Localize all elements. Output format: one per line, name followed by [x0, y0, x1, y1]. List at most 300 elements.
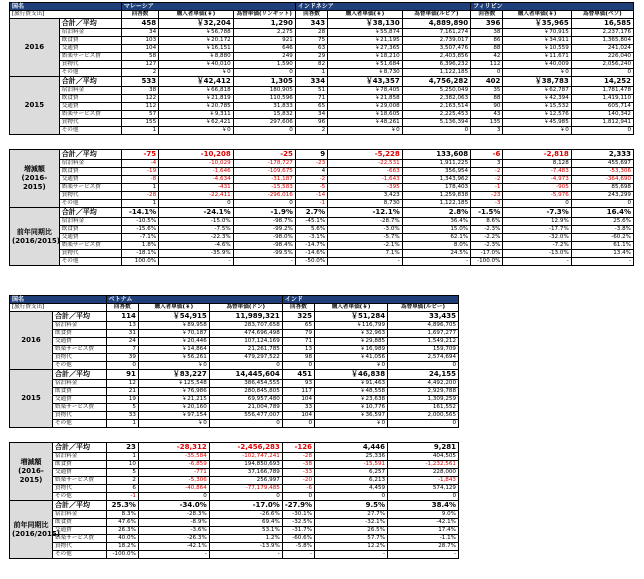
value-cell: -	[209, 551, 282, 559]
value-cell: -7,483	[503, 168, 571, 176]
category-label: 買物代	[59, 250, 121, 258]
value-cell: 86	[471, 37, 503, 45]
value-cell: 3	[471, 127, 503, 135]
value-cell: 4,756,282	[402, 77, 470, 87]
value-cell: 8,730	[328, 200, 403, 208]
value-cell: 13	[282, 346, 314, 354]
country-name: インド	[282, 296, 458, 304]
table-row	[10, 493, 459, 501]
value-cell: -4,634	[159, 176, 234, 184]
value-cell: 24.5%	[402, 250, 470, 258]
value-cell: -6	[282, 485, 314, 493]
value-cell: 0	[233, 127, 295, 135]
value-cell: -663	[328, 168, 403, 176]
value-cell: -4,973	[503, 176, 571, 184]
category-label: 合計／平均	[59, 150, 121, 160]
value-cell: -26.6%	[209, 511, 282, 519]
period-label: 2015	[10, 370, 53, 428]
value-cell: 243,299	[571, 192, 633, 200]
table-row	[10, 338, 459, 346]
value-cell: ￥42,394	[503, 95, 571, 103]
value-cell: 605,714	[571, 103, 633, 111]
table-row	[10, 19, 634, 29]
value-cell: 47.6%	[106, 519, 138, 527]
category-label: 買物代	[59, 119, 121, 127]
value-cell: 228,000	[388, 469, 459, 477]
value-cell: ￥0	[159, 69, 234, 77]
value-cell: 6,257	[315, 469, 388, 477]
value-cell: -5.8%	[282, 543, 314, 551]
value-cell: 2,000,565	[388, 412, 459, 420]
category-label: 交通費	[52, 396, 106, 404]
value-cell: 57.7%	[315, 535, 388, 543]
value-cell: -30.1%	[282, 511, 314, 519]
value-cell: 2,163,514	[402, 103, 470, 111]
value-cell: -2	[471, 168, 503, 176]
table-row	[10, 45, 634, 53]
value-cell: 0	[282, 420, 314, 428]
table-row	[10, 312, 459, 322]
category-label: 宿泊料金	[59, 160, 121, 168]
value-cell: 114	[106, 312, 138, 322]
table-row	[10, 192, 634, 200]
table-row	[10, 551, 459, 559]
value-cell: 62.1%	[402, 234, 470, 242]
value-cell: -100.0%	[471, 258, 503, 266]
value-cell: ￥29,008	[328, 103, 403, 111]
value-cell: -3.1%	[295, 234, 327, 242]
value-cell: 3,423	[328, 192, 403, 200]
value-cell: -98.4%	[233, 242, 295, 250]
category-label: 宿泊料金	[59, 87, 121, 95]
value-cell: 334	[295, 77, 327, 87]
category-header: [旅行費支出]	[10, 11, 122, 19]
value-cell: 1	[106, 453, 138, 461]
value-cell: 24,155	[388, 370, 459, 380]
table-row	[10, 37, 634, 45]
value-cell: 249	[233, 53, 295, 61]
table-row	[10, 535, 459, 543]
value-cell: 21,004,789	[209, 404, 282, 412]
value-cell: -15.6%	[121, 226, 158, 234]
value-cell: -1.1%	[388, 535, 459, 543]
value-cell: 112	[121, 103, 158, 111]
value-cell: -1	[106, 493, 138, 501]
value-cell: 57	[121, 111, 158, 119]
category-label: 飲食費	[52, 519, 106, 527]
category-label: 娯楽サービス費	[52, 477, 106, 485]
value-cell: -1,843	[388, 477, 459, 485]
value-cell: 0	[571, 127, 633, 135]
value-cell: 8,128	[503, 160, 571, 168]
value-cell: 2,275	[233, 29, 295, 37]
value-cell: -28.3%	[138, 511, 209, 519]
value-cell: 103	[121, 37, 158, 45]
value-cell: 104	[282, 396, 314, 404]
value-cell: -75	[121, 150, 158, 160]
value-cell: ￥62,421	[159, 119, 234, 127]
value-cell: 4,889,890	[402, 19, 470, 29]
value-cell: 1	[106, 420, 138, 428]
value-cell: -364,690	[571, 176, 633, 184]
value-cell: ￥10,776	[315, 404, 388, 412]
value-cell: -	[388, 551, 459, 559]
value-cell: 18.2%	[106, 543, 138, 551]
table-bottom	[9, 295, 459, 559]
category-label: 飲食費	[52, 388, 106, 396]
category-label: 宿泊料金	[52, 511, 106, 519]
value-cell: -2,456,283	[209, 443, 282, 453]
value-cell: ￥0	[315, 420, 388, 428]
value-cell: 31	[106, 330, 138, 338]
value-cell: -5,228	[328, 150, 403, 160]
table-row	[10, 404, 459, 412]
value-cell: -	[402, 258, 470, 266]
value-cell: ￥42,412	[159, 77, 234, 87]
value-cell: ￥51,684	[328, 61, 403, 69]
period-label: 2016	[10, 312, 53, 370]
value-cell: 135	[471, 119, 503, 127]
value-cell: 2,574,694	[388, 354, 459, 362]
value-cell: -	[233, 258, 295, 266]
value-cell: 28	[295, 29, 327, 37]
value-cell: 28.7%	[388, 543, 459, 551]
value-cell: 0	[233, 200, 295, 208]
category-label: 合計／平均	[59, 19, 121, 29]
value-cell: 63	[295, 45, 327, 53]
value-cell: 65	[282, 322, 314, 330]
value-cell: -23	[295, 160, 327, 168]
jpy-header: 購入者単価(￥)	[315, 304, 388, 312]
value-cell: 104	[282, 412, 314, 420]
category-label: 娯楽サービス費	[59, 242, 121, 250]
category-label: 飲食費	[59, 37, 121, 45]
value-cell: 474,696,498	[209, 330, 282, 338]
value-cell: 1	[295, 69, 327, 77]
value-cell: 4,896,705	[388, 322, 459, 330]
value-cell: 3	[471, 160, 503, 168]
value-cell: ￥34,911	[503, 37, 571, 45]
value-cell: 2,403,856	[402, 53, 470, 61]
value-cell: 2.7%	[295, 208, 327, 218]
value-cell: -	[159, 258, 234, 266]
value-cell: ￥15,532	[503, 103, 571, 111]
value-cell: 9.0%	[388, 511, 459, 519]
value-cell: -2.3%	[471, 226, 503, 234]
category-label: 娯楽サービス費	[52, 346, 106, 354]
value-cell: -22,411	[159, 192, 234, 200]
value-cell: -15.0%	[159, 218, 234, 226]
value-cell: -2.3%	[471, 242, 503, 250]
value-cell: 1,309,259	[388, 396, 459, 404]
local-header: 為替単価(ペソ)	[571, 11, 633, 19]
value-cell: 65	[295, 103, 327, 111]
value-cell: 921	[233, 37, 295, 45]
value-cell: ￥70,915	[503, 29, 571, 37]
value-cell: -10.5%	[121, 218, 158, 226]
value-cell: -3.8%	[571, 226, 633, 234]
table-row	[10, 527, 459, 535]
value-cell: 9,281	[388, 443, 459, 453]
value-cell: ￥23,638	[315, 396, 388, 404]
value-cell: ￥20,172	[159, 37, 234, 45]
value-cell: -	[503, 258, 571, 266]
table-row	[10, 184, 634, 192]
value-cell: ￥91,463	[315, 380, 388, 388]
value-cell: ￥21,215	[138, 396, 209, 404]
value-cell: 24	[106, 338, 138, 346]
country-name: インドネシア	[295, 3, 470, 11]
value-cell: -35,584	[138, 453, 209, 461]
value-cell: 127	[121, 61, 158, 69]
value-cell: 1.8%	[121, 242, 158, 250]
category-label: その他	[59, 200, 121, 208]
value-cell: 4,492,200	[388, 380, 459, 388]
value-cell: ￥89,958	[138, 322, 209, 330]
category-label: 宿泊料金	[59, 218, 121, 226]
jpy-header: 購入者単価(￥)	[503, 11, 571, 19]
value-cell: 5.6%	[295, 226, 327, 234]
value-cell: -2	[471, 176, 503, 184]
value-cell: -35.9%	[159, 250, 234, 258]
value-cell: 39	[106, 354, 138, 362]
value-cell: 69,957,480	[209, 396, 282, 404]
value-cell: 297,606	[233, 119, 295, 127]
period-label: 2015	[10, 77, 60, 135]
value-cell: 13	[106, 322, 138, 330]
category-label: 買物代	[52, 485, 106, 493]
value-cell: 396	[471, 19, 503, 29]
table-row	[10, 234, 634, 242]
value-cell: -60.6%	[282, 535, 314, 543]
value-cell: 0	[282, 362, 314, 370]
value-cell: -22,531	[328, 160, 403, 168]
table-row	[10, 346, 459, 354]
value-cell: -296,016	[233, 192, 295, 200]
table-row	[10, 168, 634, 176]
value-cell: 2.8%	[402, 208, 470, 218]
value-cell: 11,989,321	[209, 312, 282, 322]
value-cell: -431	[159, 184, 234, 192]
value-cell: 42	[471, 53, 503, 61]
value-cell: -5.7%	[328, 234, 403, 242]
value-cell: -1	[471, 184, 503, 192]
value-cell: 107,124,169	[209, 338, 282, 346]
value-cell: -1,232,561	[388, 461, 459, 469]
country-header-row	[10, 296, 459, 304]
value-cell: ￥9,311	[159, 111, 234, 119]
category-label: 買物代	[52, 354, 106, 362]
value-cell: 79	[282, 330, 314, 338]
value-cell: ￥16,989	[315, 346, 388, 354]
value-cell: -13.9%	[209, 543, 282, 551]
value-cell: 6	[106, 485, 138, 493]
visits-header: 回答数	[106, 304, 138, 312]
category-label: 飲食費	[59, 168, 121, 176]
value-cell: 0	[138, 493, 209, 501]
value-cell: 93	[282, 380, 314, 388]
country-name: ベトナム	[106, 296, 282, 304]
value-cell: -38	[282, 461, 314, 469]
value-cell: ￥40,009	[503, 61, 571, 69]
value-cell: 34	[295, 111, 327, 119]
period-label: 2016	[10, 19, 60, 77]
value-cell: 4,446	[315, 443, 388, 453]
value-cell: 104	[121, 45, 158, 53]
value-cell: ￥0	[503, 127, 571, 135]
value-cell: 180,905	[233, 87, 295, 95]
table-row	[10, 208, 634, 218]
value-cell: ￥20,446	[138, 338, 209, 346]
table-row	[10, 226, 634, 234]
table-row	[10, 354, 459, 362]
value-cell: -10,208	[159, 150, 234, 160]
value-cell: 0	[159, 200, 234, 208]
value-cell: 1,365,804	[571, 37, 633, 45]
value-cell: ￥21,195	[328, 37, 403, 45]
value-cell: -7.3%	[503, 208, 571, 218]
value-cell: 1,259,838	[402, 192, 470, 200]
value-cell: -31.7%	[282, 527, 314, 535]
local-header: 為替単価(ルピー)	[388, 304, 459, 312]
value-cell: ￥41,056	[315, 354, 388, 362]
value-cell: ￥45,985	[503, 119, 571, 127]
table-top	[9, 2, 634, 266]
value-cell: 2,237,176	[571, 29, 633, 37]
value-cell: 2,739,017	[402, 37, 470, 45]
jpy-header: 購入者単価(￥)	[328, 11, 403, 19]
value-cell: ￥40,010	[159, 61, 234, 69]
value-cell: -17.7%	[503, 226, 571, 234]
value-cell: -3.0%	[328, 226, 403, 234]
period-label: 前年同期比 (2016/2015)	[10, 208, 60, 266]
value-cell: -28.7%	[328, 218, 403, 226]
value-cell: 3,507,476	[402, 45, 470, 53]
column-header-row	[10, 11, 634, 19]
value-cell: -12.1%	[328, 208, 403, 218]
value-cell: ￥27,365	[328, 45, 403, 53]
value-cell: 5,250,049	[402, 87, 470, 95]
category-label: 娯楽サービス費	[52, 535, 106, 543]
table-row	[10, 443, 459, 453]
category-label: 娯楽サービス費	[59, 184, 121, 192]
value-cell: 0	[209, 362, 282, 370]
table-row	[10, 61, 634, 69]
value-cell: 4	[295, 168, 327, 176]
value-cell: 7.1%	[328, 250, 403, 258]
value-cell: 15,832	[233, 111, 295, 119]
value-cell: -2	[295, 176, 327, 184]
table-row	[10, 160, 634, 168]
value-cell: 455,697	[571, 160, 633, 168]
value-cell: 451	[282, 370, 314, 380]
value-cell: 13.4%	[571, 250, 633, 258]
spacer	[10, 428, 459, 443]
value-cell: 1	[121, 184, 158, 192]
value-cell: ￥0	[138, 420, 209, 428]
category-label: 交通費	[59, 234, 121, 242]
value-cell: 8.3%	[106, 511, 138, 519]
value-cell: 21	[106, 388, 138, 396]
category-label: 交通費	[52, 527, 106, 535]
value-cell: 0	[315, 493, 388, 501]
value-cell: ￥20,785	[159, 103, 234, 111]
category-label: 買物代	[59, 61, 121, 69]
value-cell: 31,833	[233, 103, 295, 111]
value-cell: ￥29,885	[315, 338, 388, 346]
value-cell: 51	[295, 87, 327, 95]
table-row	[10, 111, 634, 119]
value-cell: 16,585	[571, 19, 633, 29]
category-label: その他	[59, 127, 121, 135]
value-cell: 12.9%	[503, 218, 571, 226]
value-cell: 43	[471, 111, 503, 119]
value-cell: ￥125,548	[138, 380, 209, 388]
table-row	[10, 176, 634, 184]
value-cell: 241,024	[571, 45, 633, 53]
value-cell: -7.5%	[159, 226, 234, 234]
value-cell: 479,297,522	[209, 354, 282, 362]
value-cell: 33	[106, 412, 138, 420]
value-cell: 0	[571, 69, 633, 77]
value-cell: ￥116,799	[315, 322, 388, 330]
value-cell: -20	[282, 477, 314, 485]
value-cell: 2	[106, 477, 138, 485]
value-cell: 1,343,962	[402, 176, 470, 184]
value-cell: ￥48,558	[315, 388, 388, 396]
value-cell: 0	[503, 200, 571, 208]
value-cell: 194,850,693	[209, 461, 282, 469]
value-cell: 33,435	[388, 312, 459, 322]
value-cell: 25.3%	[106, 501, 138, 511]
value-cell: -32.0%	[503, 234, 571, 242]
category-label: 交通費	[52, 469, 106, 477]
category-label: 飲食費	[52, 461, 106, 469]
value-cell: ￥43,357	[328, 77, 403, 87]
value-cell: ￥0	[159, 127, 234, 135]
value-cell: -	[328, 258, 403, 266]
value-cell: -8.9%	[138, 519, 209, 527]
value-cell: ￥12,576	[503, 111, 571, 119]
value-cell: 0	[209, 493, 282, 501]
country-header-row	[10, 3, 634, 11]
category-label: 買物代	[52, 543, 106, 551]
value-cell: 5,136,394	[402, 119, 470, 127]
value-cell: -2,818	[503, 150, 571, 160]
value-cell: -17.0%	[209, 501, 282, 511]
table-row	[10, 453, 459, 461]
value-cell: 117	[282, 388, 314, 396]
value-cell: 122	[121, 95, 158, 103]
value-cell: 61.1%	[571, 242, 633, 250]
value-cell: 8.6%	[471, 218, 503, 226]
value-cell: ￥36,597	[315, 412, 388, 420]
value-cell: 161,552	[388, 404, 459, 412]
value-cell: ￥0	[315, 362, 388, 370]
value-cell: ￥48,261	[328, 119, 403, 127]
value-cell: -32.5%	[282, 519, 314, 527]
value-cell: 2,056,240	[571, 61, 633, 69]
value-cell: 1,590	[233, 61, 295, 69]
value-cell: -60.2%	[571, 234, 633, 242]
value-cell: 96	[295, 119, 327, 127]
value-cell: 178,403	[402, 184, 470, 192]
value-cell: ￥97,154	[138, 412, 209, 420]
value-cell: ￥20,160	[138, 404, 209, 412]
value-cell: 27.7%	[315, 511, 388, 519]
value-cell: 29	[295, 53, 327, 61]
value-cell: -5,976	[503, 192, 571, 200]
